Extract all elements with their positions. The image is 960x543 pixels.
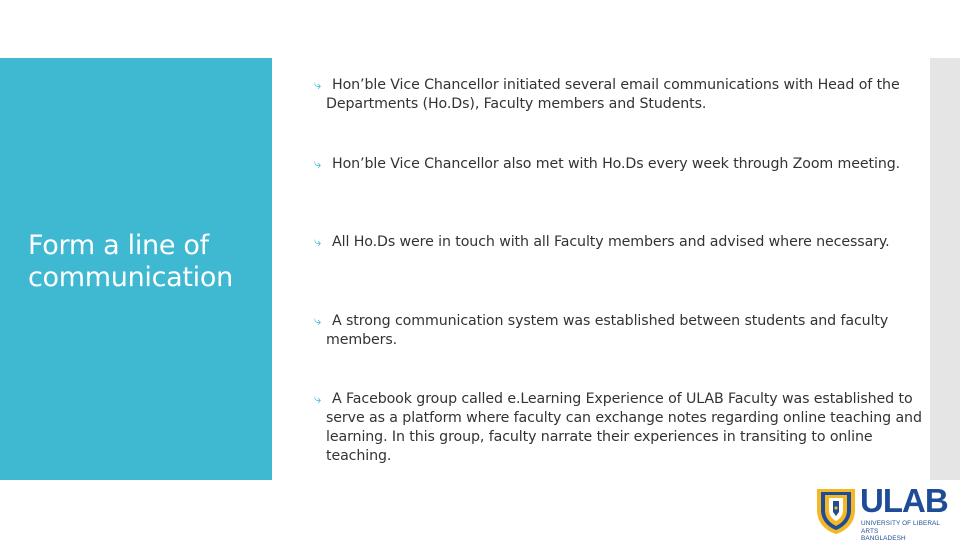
bullet-item [314, 233, 926, 252]
bullet-item [314, 155, 926, 174]
bullet-text: Hon’ble Vice Chancellor initiated several email communications with Head of the Departments (Ho.Ds), Faculty members and Students. [326, 77, 900, 112]
bullet-text: A Facebook group called e.Learning Experience of ULAB Faculty was established to serve as a platform where faculty can exchange notes regarding online teaching and learning. In this group, faculty narrate their experiences in transiting to online teaching. [326, 391, 922, 464]
logo-subtitle-line2: BANGLADESH [861, 535, 906, 542]
curved-arrow-icon: ⤷ [314, 392, 322, 407]
bullet-text: All Ho.Ds were in touch with all Faculty members and advised where necessary. [332, 234, 890, 250]
curved-arrow-icon: ⤷ [314, 78, 322, 93]
bullet-text: A strong communication system was established between students and faculty members. [326, 313, 889, 348]
bullet-item [314, 76, 926, 114]
ulab-logo [814, 482, 948, 542]
curved-arrow-icon: ⤷ [314, 157, 322, 172]
ulab-emblem-icon [814, 486, 858, 536]
bullet-text: Hon’ble Vice Chancellor also met with Ho.Ds every week through Zoom meeting. [332, 156, 901, 172]
logo-wordmark: ULAB [860, 482, 948, 519]
logo-subtitle [861, 520, 948, 543]
bullet-item [314, 390, 926, 466]
logo-subtitle-line1: UNIVERSITY OF LIBERAL ARTS [861, 520, 940, 535]
curved-arrow-icon: ⤷ [314, 235, 322, 250]
bullet-item [314, 312, 926, 350]
right-decor-strip [930, 58, 960, 480]
curved-arrow-icon: ⤷ [314, 314, 322, 329]
slide-title: Form a line of communication [28, 230, 233, 294]
